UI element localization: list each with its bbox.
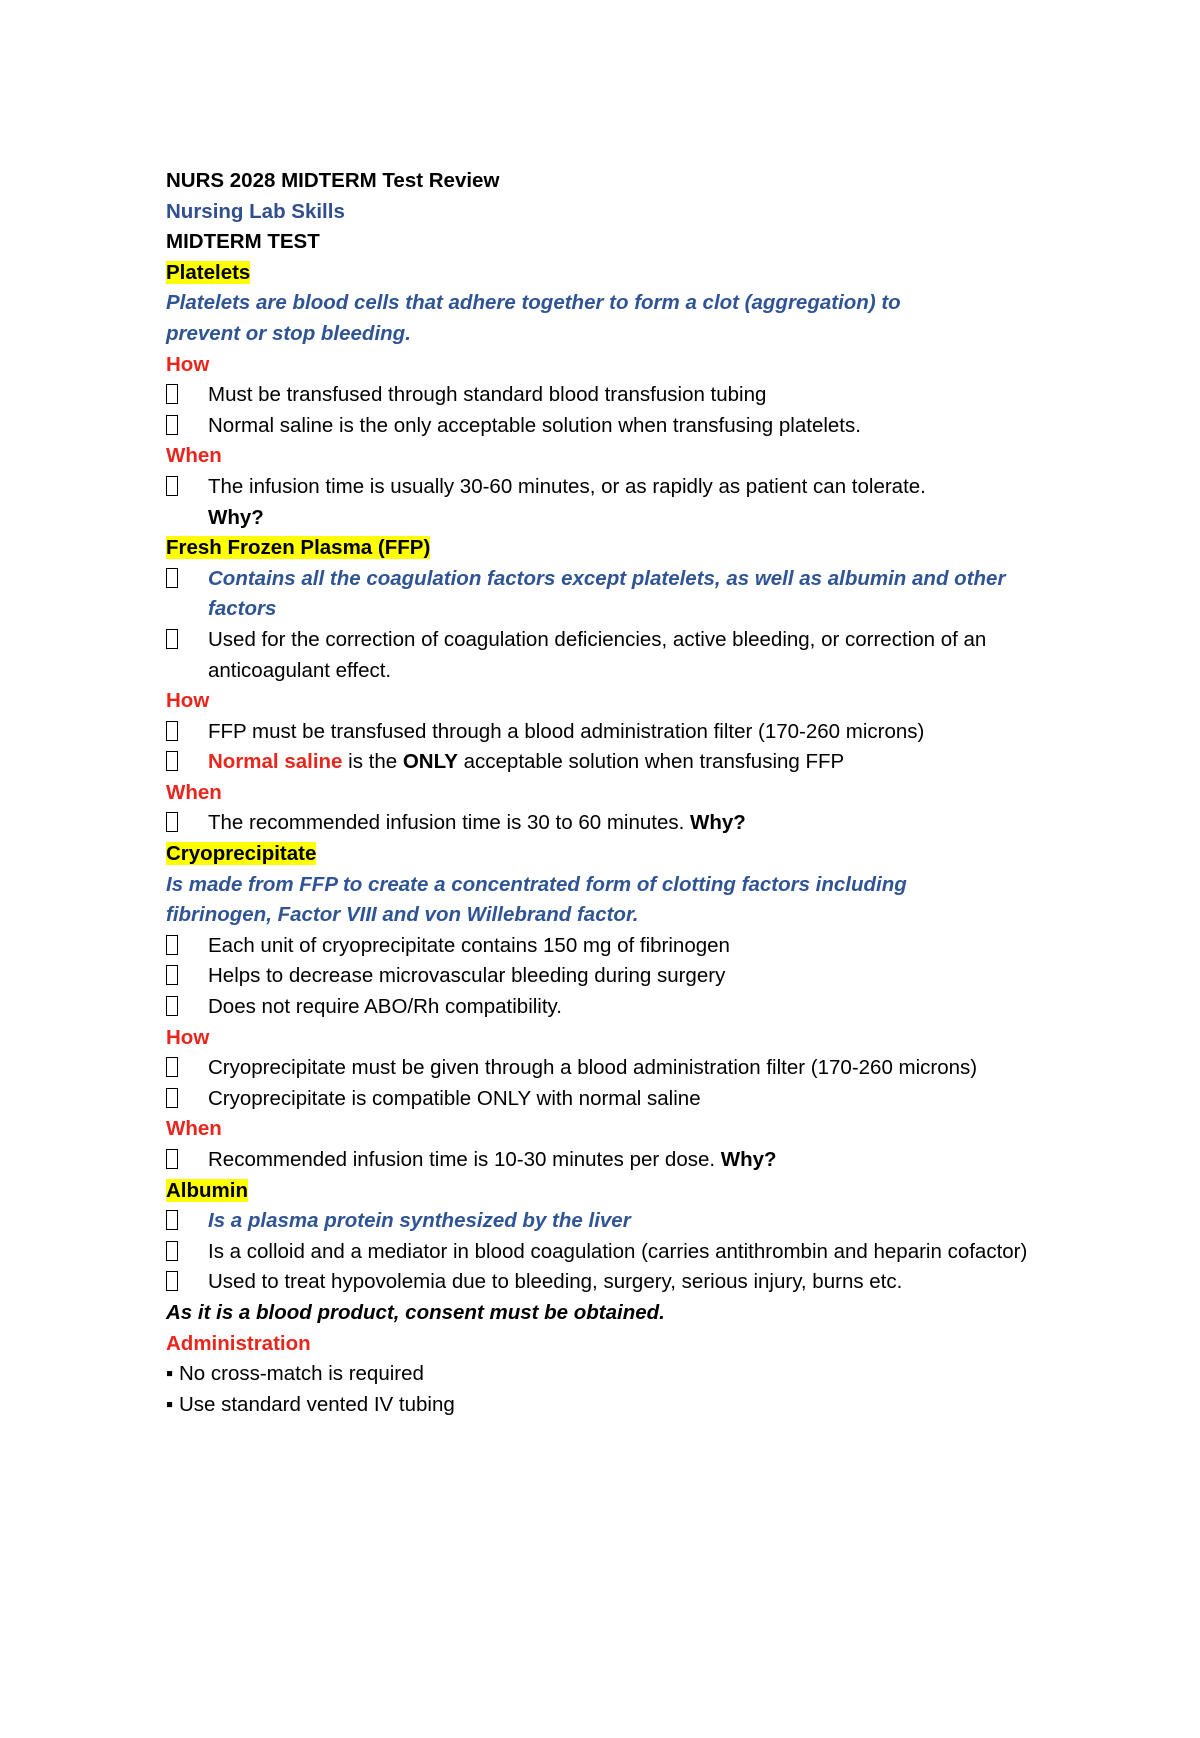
document-heading: MIDTERM TEST — [166, 230, 320, 254]
platelets-description-line-2: prevent or stop bleeding. — [166, 321, 411, 345]
platelets-when-heading: When — [166, 444, 222, 468]
bullet-box-icon — [166, 476, 178, 496]
bullet-box-icon — [166, 629, 178, 649]
ffp-when-heading: When — [166, 780, 222, 804]
list-item: Cryoprecipitate is compatible ONLY with normal saline — [166, 1084, 1066, 1115]
bullet-box-icon — [166, 415, 178, 435]
list-item: Is a plasma protein synthesized by the liver — [166, 1206, 1066, 1237]
administration-heading: Administration — [166, 1331, 311, 1355]
ffp-how-heading: How — [166, 689, 210, 713]
list-item: Helps to decrease microvascular bleeding during surgery — [166, 961, 1066, 992]
cryo-when-heading: When — [166, 1117, 222, 1141]
list-item: The recommended infusion time is 30 to 60 minutes. Why? — [166, 808, 1066, 839]
cryo-description-line-2: fibrinogen, Factor VIII and von Willebrand factor. — [166, 903, 639, 927]
list-item: Contains all the coagulation factors except platelets, as well as albumin and other factors — [166, 564, 1066, 625]
section-heading-ffp: Fresh Frozen Plasma (FFP) — [166, 536, 431, 560]
platelets-description-line-1: Platelets are blood cells that adhere together to form a clot (aggregation) to — [166, 291, 901, 315]
bullet-box-icon — [166, 996, 178, 1016]
cryo-how-heading: How — [166, 1025, 210, 1049]
list-item: Is a colloid and a mediator in blood coagulation (carries antithrombin and heparin cofactor) — [166, 1237, 1066, 1268]
list-item: Used for the correction of coagulation deficiencies, active bleeding, or correction of an anticoagulant effect. — [166, 625, 1066, 686]
list-item: The infusion time is usually 30-60 minutes, or as rapidly as patient can tolerate. Why? — [166, 472, 1066, 533]
document-page — [166, 166, 1066, 1420]
bullet-box-icon — [166, 751, 178, 771]
bullet-box-icon — [166, 1241, 178, 1261]
platelets-how-heading: How — [166, 352, 210, 376]
bullet-box-icon — [166, 721, 178, 741]
section-albumin — [166, 1176, 1066, 1207]
why-label: Why? — [690, 811, 746, 835]
bullet-box-icon — [166, 1057, 178, 1077]
list-item: Does not require ABO/Rh compatibility. — [166, 992, 1066, 1023]
bullet-box-icon — [166, 1088, 178, 1108]
section-platelets — [166, 258, 1066, 289]
list-item: Normal saline is the ONLY acceptable solution when transfusing FFP — [166, 747, 1066, 778]
bullet-box-icon — [166, 1149, 178, 1169]
bullet-box-icon — [166, 568, 178, 588]
section-ffp — [166, 533, 1066, 564]
section-cryo — [166, 839, 1066, 870]
list-item: ▪ Use standard vented IV tubing — [166, 1392, 455, 1416]
list-item: Each unit of cryoprecipitate contains 150 mg of fibrinogen — [166, 931, 1066, 962]
list-item: Cryoprecipitate must be given through a blood administration filter (170-260 microns) — [166, 1053, 1066, 1084]
bullet-box-icon — [166, 965, 178, 985]
why-label: Why? — [208, 505, 264, 529]
bullet-box-icon — [166, 812, 178, 832]
section-heading-cryo: Cryoprecipitate — [166, 842, 317, 866]
list-item: FFP must be transfused through a blood administration filter (170-260 microns) — [166, 717, 1066, 748]
list-item: Recommended infusion time is 10-30 minutes per dose. Why? — [166, 1145, 1066, 1176]
list-item: Must be transfused through standard blood transfusion tubing — [166, 380, 1066, 411]
bullet-box-icon — [166, 384, 178, 404]
bullet-box-icon — [166, 1210, 178, 1230]
why-label: Why? — [720, 1148, 777, 1171]
cryo-description-line-1: Is made from FFP to create a concentrated form of clotting factors including — [166, 872, 907, 896]
list-item: ▪ No cross-match is required — [166, 1362, 424, 1386]
section-heading-albumin: Albumin — [166, 1178, 248, 1202]
section-heading-platelets: Platelets — [166, 260, 251, 284]
list-item: Used to treat hypovolemia due to bleeding, surgery, serious injury, burns etc. — [166, 1267, 1066, 1298]
document-title: NURS 2028 MIDTERM Test Review — [166, 169, 500, 192]
document-subtitle: Nursing Lab Skills — [166, 199, 345, 223]
consent-note: As it is a blood product, consent must be obtained. — [166, 1300, 665, 1324]
bullet-box-icon — [166, 1271, 178, 1291]
bullet-box-icon — [166, 935, 178, 955]
list-item: Normal saline is the only acceptable solution when transfusing platelets. — [166, 411, 1066, 442]
